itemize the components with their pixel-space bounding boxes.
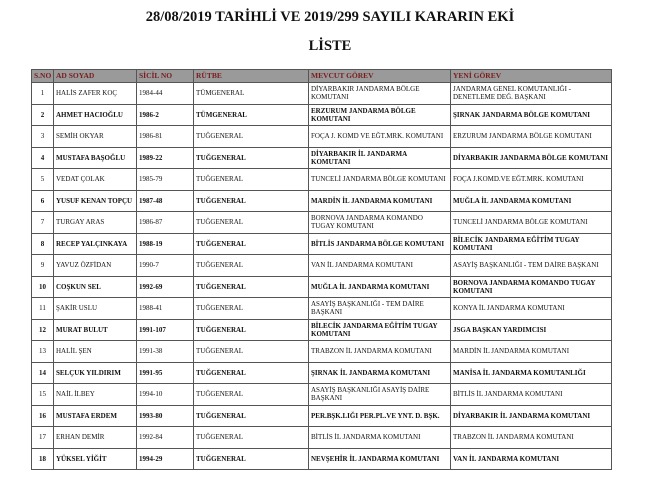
cell-no: 18 xyxy=(32,448,54,470)
cell-rutbe: TUĞGENERAL xyxy=(194,190,309,212)
cell-name: SELÇUK YILDIRIM xyxy=(54,362,137,384)
cell-rutbe: TUĞGENERAL xyxy=(194,255,309,277)
cell-no: 11 xyxy=(32,298,54,320)
cell-name: COŞKUN SEL xyxy=(54,276,137,298)
cell-rutbe: TUĞGENERAL xyxy=(194,427,309,449)
table-row xyxy=(32,298,612,320)
cell-sicil: 1986-2 xyxy=(137,104,194,126)
cell-no: 14 xyxy=(32,362,54,384)
cell-sicil: 1991-95 xyxy=(137,362,194,384)
cell-rutbe: TÜMGENERAL xyxy=(194,104,309,126)
cell-mevcut: DİYARBAKIR İL JANDARMA KOMUTANI xyxy=(309,147,451,169)
cell-yeni: JSGA BAŞKAN YARDIMCISI xyxy=(451,319,612,341)
cell-yeni: MUĞLA İL JANDARMA KOMUTANI xyxy=(451,190,612,212)
cell-yeni: ŞIRNAK JANDARMA BÖLGE KOMUTANI xyxy=(451,104,612,126)
table-row xyxy=(32,104,612,126)
cell-yeni: KONYA İL JANDARMA KOMUTANI xyxy=(451,298,612,320)
cell-rutbe: TUĞGENERAL xyxy=(194,298,309,320)
document-title: 28/08/2019 TARİHLİ VE 2019/299 SAYILI KARARIN EKİ xyxy=(145,9,515,25)
cell-sicil: 1992-69 xyxy=(137,276,194,298)
cell-mevcut: MARDİN İL JANDARMA KOMUTANI xyxy=(309,190,451,212)
cell-mevcut: BİLECİK JANDARMA EĞİTİM TUGAY KOMUTANI xyxy=(309,319,451,341)
cell-sicil: 1986-81 xyxy=(137,126,194,148)
cell-yeni: ASAYİŞ BAŞKANLIĞI - TEM DAİRE BAŞKANI xyxy=(451,255,612,277)
cell-name: HALİL ŞEN xyxy=(54,341,137,363)
cell-rutbe: TUĞGENERAL xyxy=(194,448,309,470)
cell-sicil: 1988-41 xyxy=(137,298,194,320)
cell-no: 3 xyxy=(32,126,54,148)
cell-no: 10 xyxy=(32,276,54,298)
cell-name: SEMİH OKYAR xyxy=(54,126,137,148)
table-row xyxy=(32,255,612,277)
table-row xyxy=(32,448,612,470)
cell-name: ERHAN DEMİR xyxy=(54,427,137,449)
col-header-sicil: SİCİL NO xyxy=(137,70,194,83)
table-row xyxy=(32,341,612,363)
cell-rutbe: TUĞGENERAL xyxy=(194,126,309,148)
cell-mevcut: ERZURUM JANDARMA BÖLGE KOMUTANI xyxy=(309,104,451,126)
cell-sicil: 1988-19 xyxy=(137,233,194,255)
table-row xyxy=(32,169,612,191)
table-row xyxy=(32,362,612,384)
cell-rutbe: TUĞGENERAL xyxy=(194,233,309,255)
cell-name: HALİS ZAFER KOÇ xyxy=(54,83,137,105)
cell-sicil: 1986-87 xyxy=(137,212,194,234)
table-header xyxy=(32,70,612,83)
cell-sicil: 1984-44 xyxy=(137,83,194,105)
cell-yeni: ERZURUM JANDARMA BÖLGE KOMUTANI xyxy=(451,126,612,148)
col-header-no: S.NO xyxy=(32,70,54,83)
cell-mevcut: PER.BŞK.LIĞI PER.PL.VE YNT. D. BŞK. xyxy=(309,405,451,427)
cell-yeni: TRABZON İL JANDARMA KOMUTANI xyxy=(451,427,612,449)
cell-yeni: BİTLİS İL JANDARMA KOMUTANI xyxy=(451,384,612,406)
cell-no: 12 xyxy=(32,319,54,341)
cell-yeni: FOÇA J.KOMD.VE EĞT.MRK. KOMUTANI xyxy=(451,169,612,191)
cell-name: ŞAKİR USLU xyxy=(54,298,137,320)
col-header-mevcut: MEVCUT GÖREV xyxy=(309,70,451,83)
cell-sicil: 1991-38 xyxy=(137,341,194,363)
cell-mevcut: ASAYİŞ BAŞKANLIĞI - TEM DAİRE BAŞKANI xyxy=(309,298,451,320)
table-row xyxy=(32,276,612,298)
table-row xyxy=(32,147,612,169)
cell-no: 4 xyxy=(32,147,54,169)
cell-mevcut: TRABZON İL JANDARMA KOMUTANI xyxy=(309,341,451,363)
cell-mevcut: ŞIRNAK İL JANDARMA KOMUTANI xyxy=(309,362,451,384)
cell-no: 2 xyxy=(32,104,54,126)
document-subtitle: LİSTE xyxy=(308,38,352,54)
cell-no: 13 xyxy=(32,341,54,363)
cell-sicil: 1993-80 xyxy=(137,405,194,427)
cell-no: 9 xyxy=(32,255,54,277)
cell-yeni: DİYARBAKIR JANDARMA BÖLGE KOMUTANI xyxy=(451,147,612,169)
table-row xyxy=(32,190,612,212)
cell-name: TURGAY ARAS xyxy=(54,212,137,234)
cell-rutbe: TUĞGENERAL xyxy=(194,362,309,384)
col-header-rutbe: RÜTBE xyxy=(194,70,309,83)
cell-mevcut: DİYARBAKIR JANDARMA BÖLGE KOMUTANI xyxy=(309,83,451,105)
cell-name: MUSTAFA BAŞOĞLU xyxy=(54,147,137,169)
table-body xyxy=(32,83,612,470)
table-row xyxy=(32,83,612,105)
cell-yeni: BORNOVA JANDARMA KOMANDO TUGAY KOMUTANI xyxy=(451,276,612,298)
table-row xyxy=(32,384,612,406)
cell-rutbe: TUĞGENERAL xyxy=(194,276,309,298)
assignment-table xyxy=(31,69,612,470)
table-row xyxy=(32,319,612,341)
cell-no: 16 xyxy=(32,405,54,427)
cell-yeni: TUNCELİ JANDARMA BÖLGE KOMUTANI xyxy=(451,212,612,234)
cell-mevcut: FOÇA J. KOMD VE EĞT.MRK. KOMUTANI xyxy=(309,126,451,148)
cell-yeni: JANDARMA GENEL KOMUTANLIĞI - DENETLEME DEĞ. BAŞKANI xyxy=(451,83,612,105)
table-row xyxy=(32,233,612,255)
cell-sicil: 1991-107 xyxy=(137,319,194,341)
cell-mevcut: MUĞLA İL JANDARMA KOMUTANI xyxy=(309,276,451,298)
cell-sicil: 1994-10 xyxy=(137,384,194,406)
cell-yeni: DİYARBAKIR İL JANDARMA KOMUTANI xyxy=(451,405,612,427)
cell-no: 7 xyxy=(32,212,54,234)
cell-no: 5 xyxy=(32,169,54,191)
cell-mevcut: NEVŞEHİR İL JANDARMA KOMUTANI xyxy=(309,448,451,470)
cell-mevcut: BORNOVA JANDARMA KOMANDO TUGAY KOMUTANI xyxy=(309,212,451,234)
cell-mevcut: VAN İL JANDARMA KOMUTANI xyxy=(309,255,451,277)
cell-rutbe: TUĞGENERAL xyxy=(194,405,309,427)
col-header-yeni: YENİ GÖREV xyxy=(451,70,612,83)
cell-mevcut: ASAYİŞ BAŞKANLIĞI ASAYİŞ DAİRE BAŞKANI xyxy=(309,384,451,406)
cell-sicil: 1990-7 xyxy=(137,255,194,277)
cell-mevcut: BİTLİS İL JANDARMA KOMUTANI xyxy=(309,427,451,449)
cell-name: YUSUF KENAN TOPÇU xyxy=(54,190,137,212)
cell-name: YAVUZ ÖZFİDAN xyxy=(54,255,137,277)
cell-name: RECEP YALÇINKAYA xyxy=(54,233,137,255)
cell-rutbe: TUĞGENERAL xyxy=(194,384,309,406)
cell-name: AHMET HACIOĞLU xyxy=(54,104,137,126)
cell-rutbe: TUĞGENERAL xyxy=(194,169,309,191)
cell-name: NAİL İLBEY xyxy=(54,384,137,406)
cell-name: VEDAT ÇOLAK xyxy=(54,169,137,191)
cell-rutbe: TUĞGENERAL xyxy=(194,212,309,234)
table-row xyxy=(32,212,612,234)
cell-mevcut: TUNCELİ JANDARMA BÖLGE KOMUTANI xyxy=(309,169,451,191)
cell-no: 17 xyxy=(32,427,54,449)
table-row xyxy=(32,405,612,427)
cell-name: YÜKSEL YİĞİT xyxy=(54,448,137,470)
cell-rutbe: TUĞGENERAL xyxy=(194,319,309,341)
cell-sicil: 1992-84 xyxy=(137,427,194,449)
cell-sicil: 1985-79 xyxy=(137,169,194,191)
cell-no: 6 xyxy=(32,190,54,212)
cell-mevcut: BİTLİS JANDARMA BÖLGE KOMUTANI xyxy=(309,233,451,255)
cell-sicil: 1989-22 xyxy=(137,147,194,169)
table-row xyxy=(32,427,612,449)
cell-rutbe: TUĞGENERAL xyxy=(194,147,309,169)
cell-yeni: MARDİN İL JANDARMA KOMUTANI xyxy=(451,341,612,363)
cell-name: MUSTAFA ERDEM xyxy=(54,405,137,427)
header-row xyxy=(32,70,612,83)
cell-yeni: MANİSA İL JANDARMA KOMUTANLIĞI xyxy=(451,362,612,384)
cell-no: 8 xyxy=(32,233,54,255)
cell-name: MURAT BULUT xyxy=(54,319,137,341)
cell-yeni: VAN İL JANDARMA KOMUTANI xyxy=(451,448,612,470)
table-row xyxy=(32,126,612,148)
cell-rutbe: TUĞGENERAL xyxy=(194,341,309,363)
cell-no: 1 xyxy=(32,83,54,105)
cell-yeni: BİLECİK JANDARMA EĞİTİM TUGAY KOMUTANI xyxy=(451,233,612,255)
cell-no: 15 xyxy=(32,384,54,406)
col-header-name: AD SOYAD xyxy=(54,70,137,83)
cell-sicil: 1994-29 xyxy=(137,448,194,470)
cell-sicil: 1987-48 xyxy=(137,190,194,212)
cell-rutbe: TÜMGENERAL xyxy=(194,83,309,105)
